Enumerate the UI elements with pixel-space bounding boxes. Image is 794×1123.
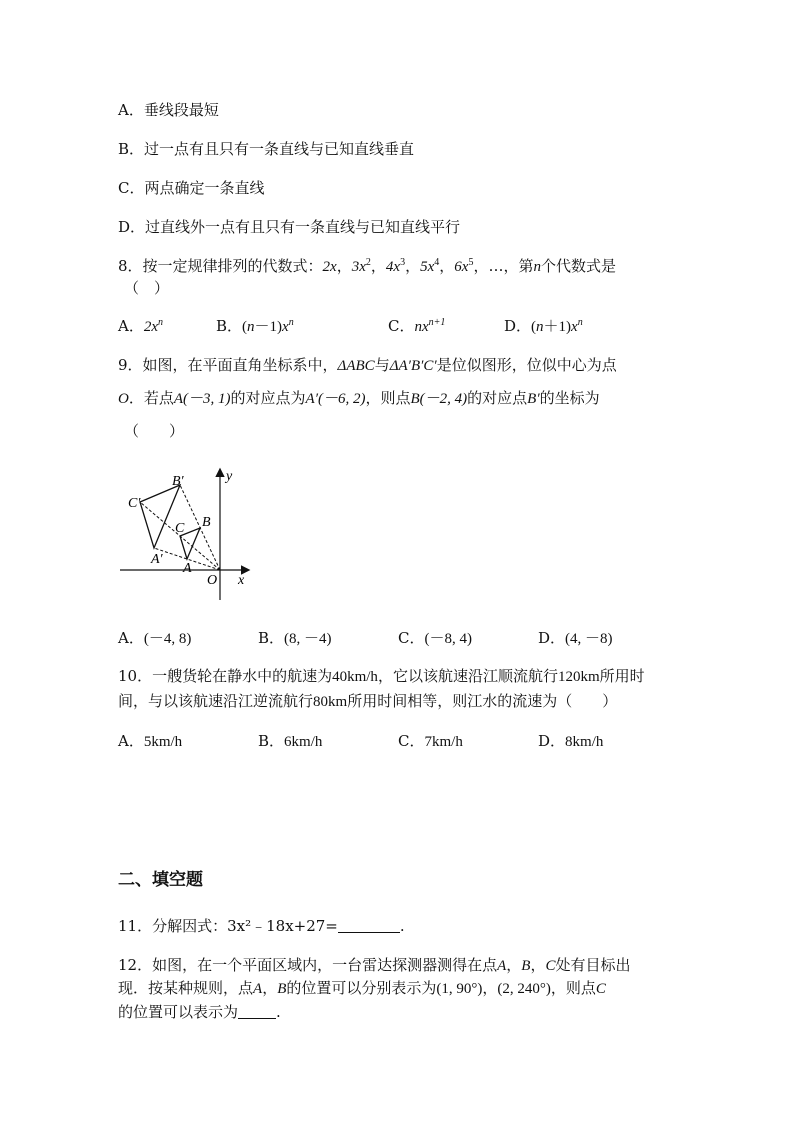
q8-term-4: $5x^4$	[420, 257, 440, 275]
q10-dist-1: 120km	[557, 669, 600, 685]
q8-option-b: B．$(n-1)x^n$	[216, 317, 294, 335]
label-a-prime: A′	[151, 552, 163, 567]
q11-stem: 11．分解因式：3x²﹣18x+27= .	[118, 917, 405, 935]
q12-line-1: 12．如图，在一个平面区域内，一台雷达探测器测得在点A，B，C处有目标出	[118, 956, 631, 974]
q9-option-d: D．(4, －8)	[538, 629, 613, 647]
q10-option-a: A．5km/h	[118, 732, 183, 750]
label-x: x	[238, 573, 245, 588]
q8-option-c-value: $nx^{n+1}$	[414, 317, 446, 335]
q8-option-b-value: $(n-1)x^n$	[242, 317, 294, 335]
q8-option-a-value: $2x^n$	[143, 317, 164, 335]
q12-answer-blank[interactable]	[238, 1004, 276, 1019]
q9-paren: （ ）	[124, 422, 185, 440]
q7-option-a: A．垂线段最短	[118, 101, 219, 119]
q9-option-b: B．(8, －4)	[258, 629, 332, 647]
label-b-prime: B′	[172, 474, 184, 489]
q12-line-3: 的位置可以表示为 .	[118, 1003, 281, 1021]
q9-point-b: B(－2, 4)	[410, 391, 468, 407]
q10-line-1: 10．一艘货轮在静水中的航速为40km/h，它以该航速沿江顺流航行120km所用时	[118, 667, 645, 685]
label-c: C	[175, 521, 185, 536]
q8-option-d-value: $(n+1)x^n$	[531, 317, 583, 335]
q10-option-d: D．8km/h	[538, 732, 604, 750]
label-c-prime: C′	[128, 496, 141, 511]
q8-paren: （ ）	[124, 279, 170, 297]
q8-option-a: A．$2x^n$	[118, 317, 164, 335]
q8-option-d: D．$(n+1)x^n$	[504, 317, 583, 335]
q8-tail-pre: ，第	[503, 257, 534, 275]
section-heading: 二、填空题	[118, 870, 203, 890]
q9-option-a-value: (－4, 8)	[143, 631, 192, 647]
q9-triangle-abc-prime: ΔA′B′C′	[389, 358, 437, 374]
q8-lead: 8．按一定规律排列的代数式：	[118, 257, 323, 275]
q12-coord-b: (2, 240°)	[497, 981, 551, 997]
q8-term-5: $6x^5$	[454, 257, 474, 275]
q10-line-2: 间，与以该航速沿江逆流航行80km所用时间相等，则江水的流速为（ ）	[118, 692, 618, 710]
q11-answer-blank[interactable]	[338, 918, 400, 933]
q9-point-a-prime: A′(－6, 2)	[305, 391, 366, 407]
triangle-a2b2c2	[140, 485, 180, 548]
q9-option-c-value: (－8, 4)	[424, 631, 472, 647]
q9-line-1: 9．如图，在平面直角坐标系中，ΔABC与ΔA′B′C′是位似图形，位似中心为点	[118, 356, 617, 374]
q10-dist-2: 80km	[313, 694, 348, 710]
q12-coord-a: (1, 90°)	[436, 981, 483, 997]
q9-figure	[110, 462, 260, 602]
q9-option-c: C．(－8, 4)	[398, 629, 472, 647]
q8-stem: 8．按一定规律排列的代数式：2x，$3x^2$，$4x^3$，$5x^4$，$6x^5$，…，第n个代数式是	[118, 257, 617, 275]
q7-option-d: D．过直线外一点有且只有一条直线与已知直线平行	[118, 218, 461, 236]
q10-option-c: C．7km/h	[398, 732, 463, 750]
q9-option-b-value: (8, －4)	[284, 631, 332, 647]
q8-term-3: $4x^3$	[385, 257, 406, 275]
q8-tail-post: 个代数式是	[541, 257, 617, 275]
q10-option-b: B．6km/h	[258, 732, 323, 750]
q9-option-a: A．(－4, 8)	[118, 629, 192, 647]
label-o: O	[207, 573, 218, 588]
label-b: B	[202, 515, 211, 530]
q7-option-b: B．过一点有且只有一条直线与已知直线垂直	[118, 140, 415, 158]
q10-speed: 40km/h	[332, 669, 378, 685]
q9-point-a: A(－3, 1)	[173, 391, 231, 407]
q7-option-c: C．两点确定一条直线	[118, 179, 265, 197]
q8-term-1: 2x	[322, 259, 337, 275]
q8-n: n	[533, 259, 541, 275]
q8-term-2: $3x^2$	[351, 257, 371, 275]
label-y: y	[226, 469, 233, 484]
q12-line-2: 现．按某种规则，点A，B的位置可以分别表示为(1, 90°)，(2, 240°)，则点C	[118, 979, 606, 997]
q9-line-2: O．若点A(－3, 1)的对应点为A′(－6, 2)，则点B(－2, 4)的对应点B′的坐标为	[118, 389, 600, 407]
q9-option-d-value: (4, －8)	[565, 631, 613, 647]
q8-option-c: C．$nx^{n+1}$	[388, 317, 446, 335]
label-a: A	[183, 561, 192, 576]
q9-triangle-abc: ΔABC	[337, 358, 375, 374]
